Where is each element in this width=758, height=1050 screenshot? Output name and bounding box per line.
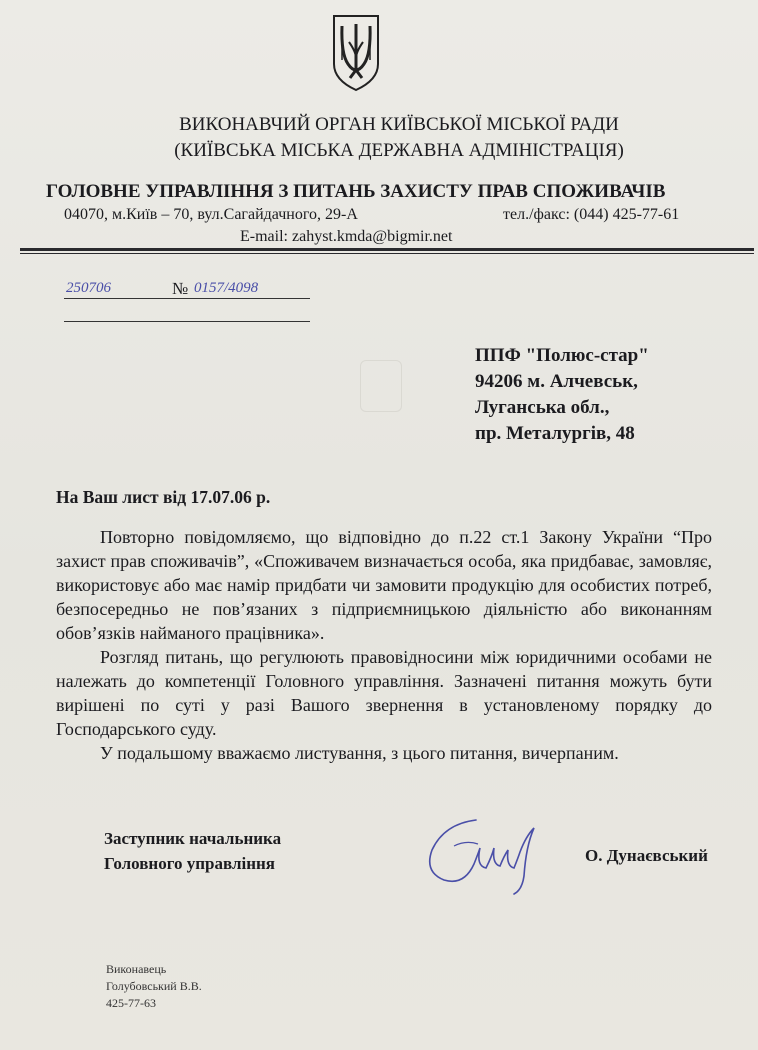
recipient-block: [475, 343, 649, 447]
executor-block: [106, 961, 202, 1012]
registration-number: 0157/4098: [194, 280, 259, 296]
recipient-line: Луганська обл.,: [475, 397, 610, 418]
bleed-through-emblem: [360, 360, 402, 412]
recipient-line: 94206 м. Алчевськ,: [475, 371, 638, 392]
header-rule-thick: [20, 248, 754, 251]
registration-date: 250706: [66, 280, 111, 296]
signer-title-line1: Заступник начальника: [104, 829, 282, 848]
executor-name: Голубовський В.В.: [106, 979, 202, 993]
reference-line: [64, 321, 310, 322]
subject-line: На Ваш лист від 17.07.06 р.: [56, 487, 271, 507]
email: E-mail: zahyst.kmda@bigmir.net: [240, 228, 453, 245]
phone-fax: тел./факс: (044) 425-77-61: [503, 206, 680, 223]
letter-body: [56, 525, 712, 765]
signer-title-line2: Головного управління: [104, 854, 275, 873]
signer-name: О. Дунаєвський: [585, 846, 708, 865]
body-paragraph: Розгляд питань, що регулюють правовідносини між юридичними особами не належать до компетенції Головного управління. Зазначені питання можуть бути вирішені по суті у разі Вашого звернення в установленому порядку до Господарського суду.: [56, 647, 712, 739]
org-name-line2: (КИЇВСЬКА МІСЬКА ДЕРЖАВНА АДМІНІСТРАЦІЯ): [174, 140, 624, 161]
header-rule-thin: [20, 253, 754, 254]
body-paragraph: У подальшому вважаємо листування, з цього питання, вичерпаним.: [100, 743, 619, 763]
department-name: ГОЛОВНЕ УПРАВЛІННЯ З ПИТАНЬ ЗАХИСТУ ПРАВ СПОЖИВАЧІВ: [46, 181, 666, 202]
org-name-line1: ВИКОНАВЧИЙ ОРГАН КИЇВСЬКОЇ МІСЬКОЇ РАДИ: [179, 114, 619, 135]
executor-label: Виконавець: [106, 962, 167, 976]
signer-title: [104, 826, 281, 876]
body-paragraph: Повторно повідомляємо, що відповідно до п.22 ст.1 Закону України “Про захист прав споживачів”, «Споживачем визначається особа, яка придбаває, замовляє, використовує або має намір придбати чи замовити продукцію для особистих потреб, безпосередньо не пов’язаних з підприємницькою діяльністю або виконанням обов’язків найманого працівника».: [56, 527, 712, 643]
recipient-line: пр. Металургів, 48: [475, 423, 635, 444]
registration-line: [64, 298, 310, 299]
address: 04070, м.Київ – 70, вул.Сагайдачного, 29-А: [64, 206, 358, 223]
executor-phone: 425-77-63: [106, 996, 156, 1010]
handwritten-signature: [414, 806, 554, 896]
coat-of-arms-trident: [330, 12, 382, 92]
registration-no-label: №: [172, 279, 189, 298]
recipient-line: ППФ "Полюс-стар": [475, 345, 649, 366]
